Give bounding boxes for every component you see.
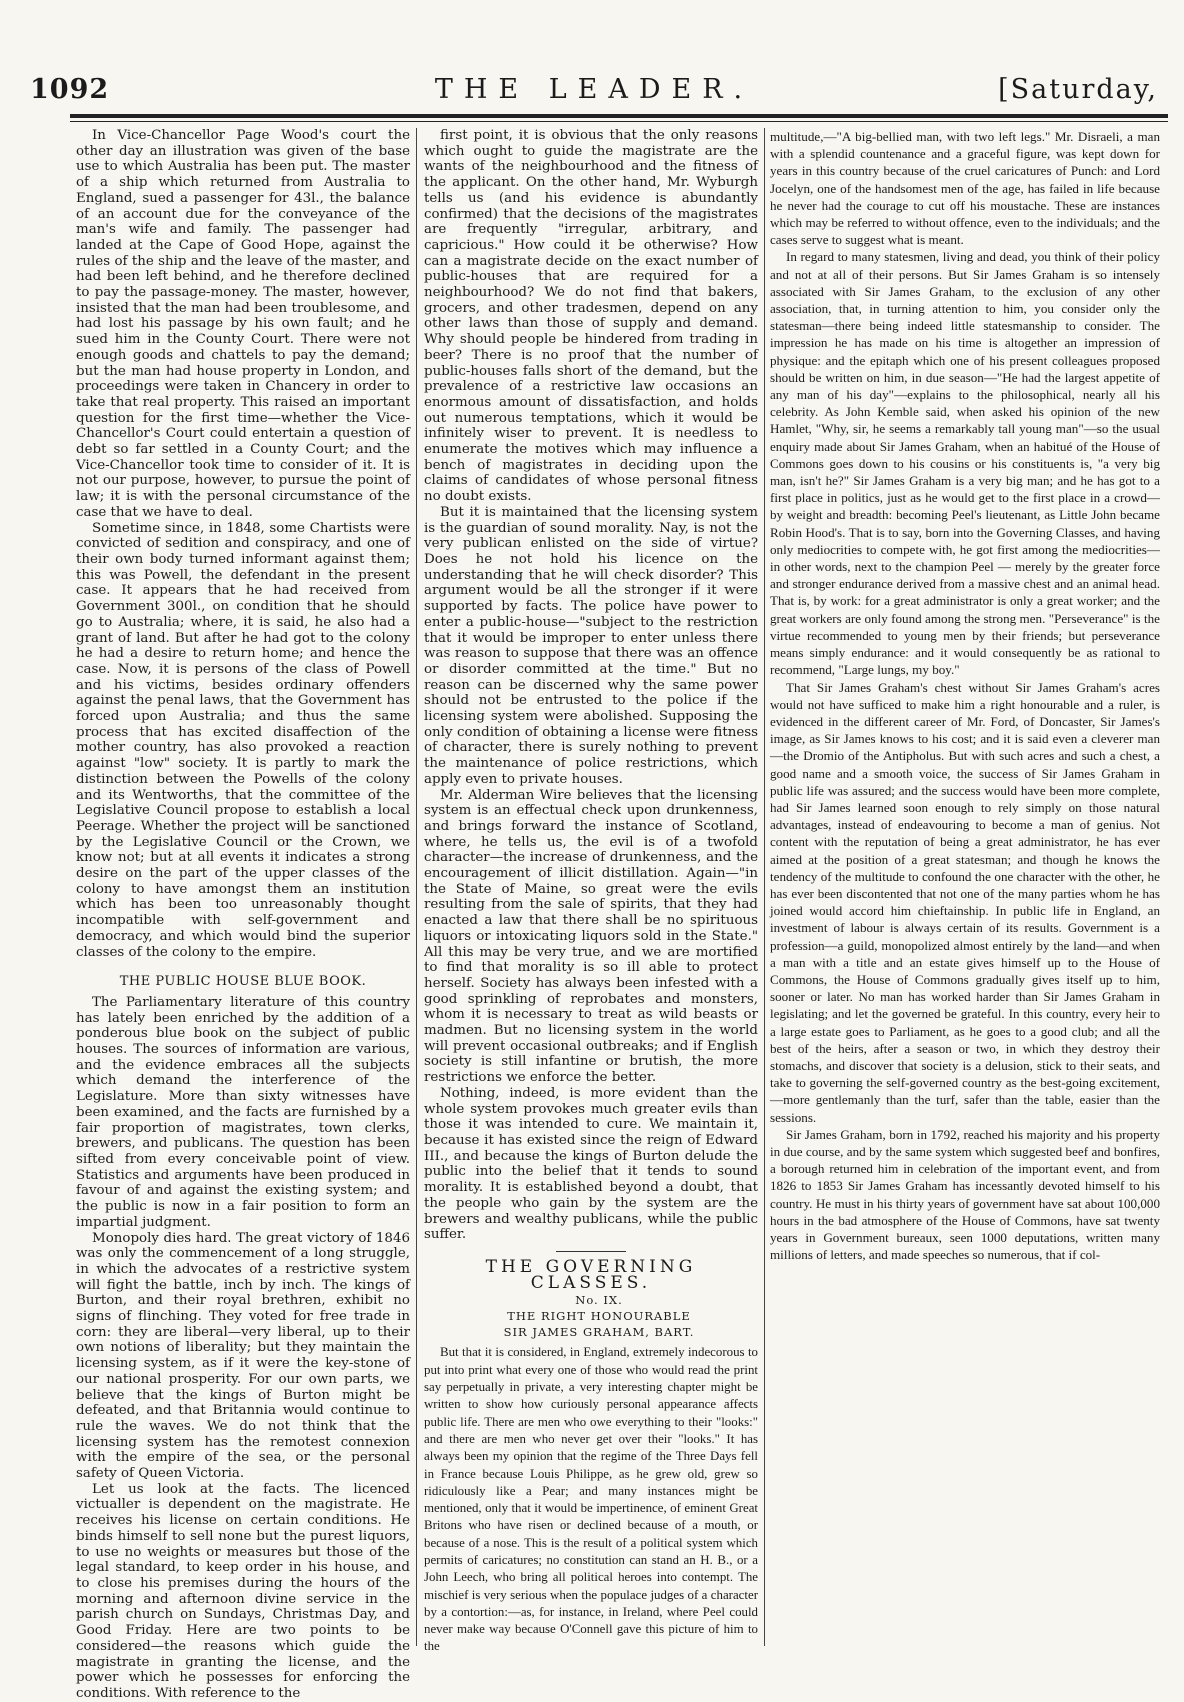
subheading: THE RIGHT HONOURABLE xyxy=(507,1309,691,1324)
paragraph: Nothing, indeed, is more evident than the whole system provokes much greater evils than those it was intended to cure. We maintain it, because it has existed since the reign of Edward III., and because the kings of Burton delude the public into the belief that it tends to sound morality. It is established beyond a doubt, that the people who gain by the system are the brewers and wealthy publicans, while the public suffer. xyxy=(424,1085,758,1243)
paragraph: Sometime since, in 1848, some Chartists were convicted of sedition and conspiracy, and one of their own body turned informant against them; this was Powell, the defendant in the present case. It appears that he had received from Government 300l., on condition that he should go to Australia; where, it is said, he also had a grant of land. But after he had got to the colony he had a desire to return home; and hence the case. Now, it is persons of the class of Powell and his victims, besides ordinary offenders against the penal laws, that the Government has forced upon Australia; and thus the same process that has excited disaffection of the mother country, has also provoked a reaction against "low" society. It is partly to mark the distinction between the Powells of the colony and its Wentworths, that the committee of the Legislative Council propose to establish a local Peerage. Whether the project will be sanctioned by the Legislative Council or the Crown, we know not; but at all events it indicates a strong desire on the part of the upper classes of the colony to have amongst them an institution which has been too unreasonably thought incompatible with self-government and democracy, and which would bind the superior classes of the colony to the empire. xyxy=(76,520,410,960)
column-divider xyxy=(764,128,765,1646)
paragraph: Monopoly dies hard. The great victory of 1846 was only the commencement of a long struggle, in which the advocates of a restrictive system will fight the battle, inch by inch. The kings of Burton, and their royal brethren, exhibit no signs of flinching. They voted for free trade in corn: they are liberal—very liberal, up to their own notions of liberality; but they maintain the licensing system, as if it were the key-stone of our national prosperity. For our own parts, we believe that the kings of Burton might be defeated, and that Britannia would continue to rule the waves. We do not think that the licensing system has the remotest connexion with the empire of the sea, or the personal safety of Queen Victoria. xyxy=(76,1230,410,1482)
paragraph: The Parliamentary literature of this country has lately been enriched by the addition of a ponderous blue book on the subject of public houses. The sources of information are various, and the evidence embraces all the subjects which demand the interference of the Legislature. More than sixty witnesses have been examined, and the facts are furnished by a fair proportion of magistrates, town clerks, brewers, and publicans. The question has been sifted from every conceivable point of view. Statistics and arguments have been produced in favour of and against the existing system; and the public is now in a fair position to form an impartial judgment. xyxy=(76,994,410,1230)
paragraph: Let us look at the facts. The licenced victualler is dependent on the magistrate. He receives his license on certain conditions. He binds himself to sell none but the purest liquors, to use no weights or measures but those of the legal standard, to keep order in his house, and to close his premises during the hours of the morning and afternoon divine service in the parish church on Sundays, Christmas Day, and Good Friday. Here are two points to be considered—the reasons which guide the magistrate in granting the license, and the power which he possesses for enforcing the conditions. With reference to the xyxy=(76,1481,410,1701)
page-header xyxy=(30,74,1158,114)
header-rule-thin xyxy=(70,121,1168,122)
column-divider xyxy=(416,128,417,1646)
column-1 xyxy=(76,128,410,1702)
section-heading: THE PUBLIC HOUSE BLUE BOOK. xyxy=(119,974,367,990)
header-rule-thick xyxy=(70,114,1168,118)
masthead: THE LEADER. xyxy=(434,74,754,105)
paragraph: That Sir James Graham's chest without Sir James Graham's acres would not have sufficed to make him a right honourable and a ruler, is evidenced in the different career of Mr. Ford, of Doncaster, Sir James's image, as Sir James knows to his cost; and it is said even a cleverer man—the Dromio of the Antipholus. But with such acres and such a chest, a good name and a smooth voice, the success of Sir James Graham in public life was assured; and the success would have been more complete, had Sir James learned soon enough to rely simply on those natural advantages, instead of endeavouring to become a man of genius. Not content with the reputation of being a great administrator, he has ever aimed at the position of a great statesman; and though he knows the tendency of the multitude to confound the one character with the other, he has ever been discontented that not one of the many parties whom he has joined would accord him chieftainship. In public life in England, an investment of labour is always certain of its results. Government is a profession—a guild, monopolized almost entirely by the land—and when a man with a title and an estate gives himself up to the House of Commons, the House of Commons gradually gives itself up to him, sooner or later. No man has worked harder than Sir James Graham in legislating; and let the governed be grateful. In this country, every heir to a large estate goes to Parliament, as he goes to a good club; and all the best of the heirs, after a season or two, in which they destroy their stomachs, and discover that society is a delusion, stick to their seats, and take to governing the self-governed country as the best-going excitement,—more gentlemanly than the turf, safer than the table, easier than the sessions. xyxy=(770,679,1160,1125)
section-heading: THE GOVERNING CLASSES. xyxy=(485,1256,697,1293)
page-number: 1092 xyxy=(30,74,110,105)
paragraph: But that it is considered, in England, extremely indecorous to put into print what every one of those who would read the print say perpetually in private, a very interesting chapter might be written to show how curiously personal appearance affects public life. There are men who owe everything to their "looks:" and there are men who never get over their "looks." It has always been my opinion that the regime of the Three Days fell in France because Louis Philippe, as he grew old, grew so ridiculously like a Pear; and many instances might be mentioned, only that it would be impertinence, of eminent Great Britons who have risen or declined because of a mouth, or because of a nose. This is the result of a political system which permits of caricatures; no constitution can stand an H. B., or a John Leech, who bring all political heroes into contempt. The mischief is very serious when the populace judges of a character by a contortion:—as, for instance, in Ireland, where Peel could never make way because O'Connell gave this picture of him to the xyxy=(424,1345,758,1654)
paragraph: In regard to many statesmen, living and dead, you think of their policy and not at all of their persons. But Sir James Graham is so intensely associated with Sir James Graham, to the exclusion of any other association, that, in turning attention to him, you consider only the statesman—there being indeed little statesmanship to consider. The impression he has made on his time is altogether an impression of physique: and the epitaph which one of his present colleagues proposed should be written on him, in due season—"He had the largest appetite of any man of his day"—explains to the philosophical, nearly all his celebrity. As John Kemble said, when asked his opinion of the new Hamlet, "Why, sir, he seems a remarkably tall young man"—so the usual enquiry made about Sir James Graham, when an habitué of the House of Commons goes down to his cousins or his constituents is, "a very big man, isn't he?" Sir James Graham is a very big man; and he has got to a first place in politics, just as he would get to the first place in a crowd—by weight and breadth: becoming Peel's lieutenant, as Little John became Robin Hood's. That is to say, born into the Governing Classes, and having only mediocrities to compete with, he got first among the mediocrities—in other words, next to the champion Peel — merely by the greater force and stronger endurance derived from a massive chest and an animal head. That is, by work: for a great administrator is only a great worker; and the great workers are only found among the strong men. "Perseverance" is the virtue recommended to young men by their friends; but perseverance means simply endurance: and it would consequently be as rational to recommend, "Large lungs, my boy." xyxy=(770,249,1160,678)
series-number: No. IX. xyxy=(575,1293,623,1308)
section-divider xyxy=(556,1251,626,1252)
paragraph: first point, it is obvious that the only reasons which ought to guide the magistrate are the wants of the neighbourhood and the fitness of the applicant. On the other hand, Mr. Wyburgh tells us (and his evidence is abundantly confirmed) that the decisions of the magistrates are frequently "irregular, arbitrary, and capricious." How could it be otherwise? How can a magistrate decide on the exact number of public-houses that are required for a neighbourhood? We do not find that bakers, grocers, and other tradesmen, depend on any other laws than those of supply and demand. Why should people be hindered from trading in beer? There is no proof that the number of public-houses falls short of the demand, but the prevalence of a restrictive law occasions an enormous amount of dissatisfaction, and holds out numerous temptations, which it would be infinitely wiser to prevent. It is needless to enumerate the motives which may influence a bench of magistrates in deciding upon the claims of candidates of whose personal fitness no doubt exists. xyxy=(424,128,758,505)
paragraph: Mr. Alderman Wire believes that the licensing system is an effectual check upon drunkenness, and brings forward the instance of Scotland, where, he tells us, the evil is of a twofold character—the increase of drunkenness, and the encouragement of illicit distillation. Again—"in the State of Maine, so great were the evils resulting from the sale of spirits, that they had enacted a law that there shall be no spirituous liquors or intoxicating liquors sold in the State." All this may be very true, and we are mortified to find that morality is so ill able to protect herself. Society has always been infested with a good sprinkling of reprobates and monsters, whom it is necessary to treat as wild beasts or madmen. But no licensing system in the world will prevent occasional outbreaks; and if English society is still infantine or brutish, the more restrictions we enforce the better. xyxy=(424,787,758,1086)
paragraph: In Vice-Chancellor Page Wood's court the other day an illustration was given of the base use to which Australia has been put. The master of a ship which returned from Australia to England, sued a passenger for 43l., the balance of an account due for the conveyance of the man's wife and family. The passenger had landed at the Cape of Good Hope, against the rules of the ship and the leave of the master, and had been left behind, and he therefore declined to pay the passage-money. The master, however, insisted that the man had been troublesome, and had lost his passage by his own fault; and he sued him in the County Court. There were not enough goods and chattels to pay the demand; but the man had house property in London, and proceedings were taken in Chancery in order to take that real property. This raised an important question for the first time—whether the Vice-Chancellor's Court could entertain a question of debt so far settled in a County Court; and the Vice-Chancellor took time to consider of it. It is not our purpose, however, to pursue the point of law; it is with the personal circumstance of the case that we have to deal. xyxy=(76,128,410,520)
header-day: [Saturday, xyxy=(998,74,1158,105)
paragraph: Sir James Graham, born in 1792, reached his majority and his property in due course, and by the same system which suggested beef and bonfires, a borough returned him in celebration of the important event, and from 1826 to 1853 Sir James Graham has incessantly devoted himself to his country. He must in his thirty years of government have sat about 100,000 hours in the bad atmosphere of the House of Commons, have sat twenty years in Government bureaux, seen 1000 deputations, written many millions of letters, and made speeches so numerous, that if col- xyxy=(770,1126,1160,1263)
paragraph: But it is maintained that the licensing system is the guardian of sound morality. Nay, is not the very publican enlisted on the side of virtue? Does he not hold his licence on the understanding that he will check disorder? This argument would be all the stronger if it were supported by facts. The police have power to enter a public-house—"subject to the restriction that it would be improper to enter unless there was reason to suppose that there was an offence or disorder committed at the time." But no reason can be discerned why the same power should not be entrusted to the police if the licensing system were abolished. Supposing the only condition of obtaining a license were fitness of character, there is surely nothing to prevent the maintenance of police restrictions, which apply even to private houses. xyxy=(424,504,758,787)
paragraph: multitude,—"A big-bellied man, with two left legs." Mr. Disraeli, a man with a splendid countenance and a graceful figure, was kept down for years in this country because of the cruel caricatures of Punch: and Lord Jocelyn, one of the handsomest men of the age, has failed in life because he never had the courage to cut off his moustache. These are instances which may be referred to without offence, even to the individuals; and the cases serve to suggest what is meant. xyxy=(770,129,1160,248)
column-2 xyxy=(424,128,758,1656)
column-3 xyxy=(770,128,1160,1263)
subheading: SIR JAMES GRAHAM, BART. xyxy=(503,1324,695,1339)
